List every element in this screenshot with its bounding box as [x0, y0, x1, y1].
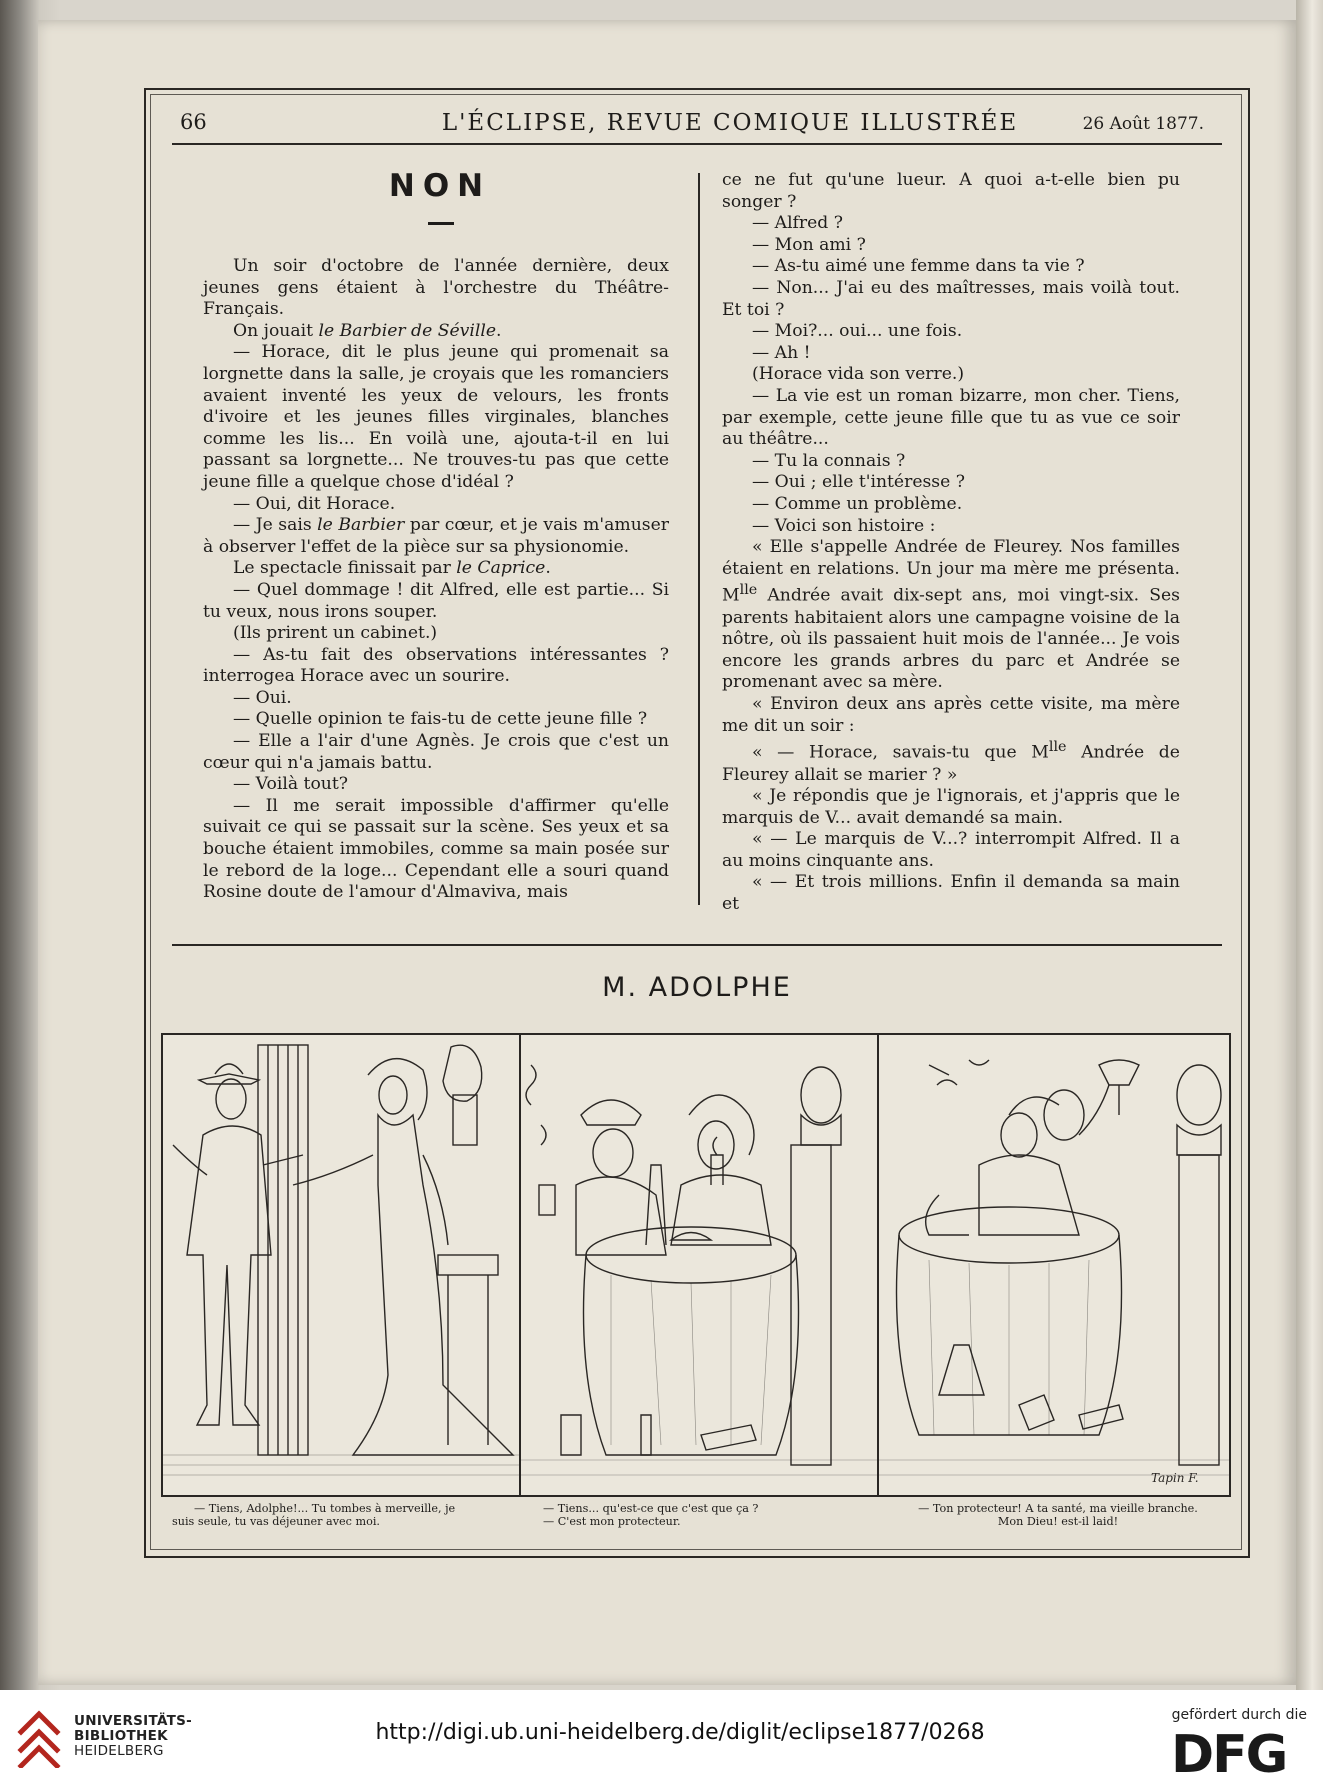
story-paragraph: — Tu la connais ?: [752, 450, 906, 471]
section-rule: [172, 944, 1222, 946]
cartoon-panel-2: [521, 1035, 879, 1495]
story-paragraph: — Voilà tout?: [233, 774, 348, 795]
story-paragraph: — Moi?... oui... une fois.: [752, 321, 963, 342]
story-paragraph: — Elle a l'air d'une Agnès. Je crois que c'est un cœur qui n'a jamais battu.: [203, 731, 669, 773]
library-name: [74, 1714, 192, 1759]
story-paragraph: — La vie est un roman bizarre, mon cher. Tiens, par exemple, cette jeune fille que tu as vue ce soir au théâtre...: [722, 385, 1180, 450]
running-header: [180, 110, 1230, 140]
page-number: 66: [180, 110, 207, 134]
caption-panel-3: [884, 1502, 1232, 1528]
story-paragraph: « — Le marquis de V...? interrompit Alfred. Il a au moins cinquante ans.: [722, 829, 1180, 871]
caption-line: Mon Dieu! est-il laid!: [997, 1515, 1119, 1528]
library-name-line: UNIVERSITÄTS-: [74, 1713, 193, 1729]
story-paragraph: — Alfred ?: [752, 213, 843, 234]
dfg-logo-text: DFG: [1171, 1728, 1287, 1776]
story-paragraph: — Oui, dit Horace.: [233, 493, 396, 514]
story-paragraph: — Oui ; elle t'intéresse ?: [752, 472, 965, 493]
cartoon-strip: [161, 1033, 1231, 1497]
story-paragraph: « Environ deux ans après cette visite, ma mère me dit un soir :: [722, 693, 1180, 736]
story-paragraph: — Oui.: [233, 687, 292, 708]
caption-panel-2: [543, 1502, 823, 1528]
title-dash: [428, 222, 454, 225]
funded-by-label: gefördert durch die: [1171, 1707, 1307, 1723]
page-edge: [1296, 0, 1323, 1690]
story-paragraph: On jouait le Barbier de Séville.: [233, 320, 502, 341]
library-logo-icon: [17, 1706, 61, 1768]
story-paragraph: — Mon ami ?: [752, 234, 866, 255]
story-paragraph: — As-tu fait des observations intéressantes ? interrogea Horace avec un sourire.: [203, 644, 669, 687]
story-title: NON: [388, 168, 492, 204]
story-paragraph: « — Et trois millions. Enfin il demanda sa main et: [722, 872, 1180, 915]
dfg-logo-icon: [1171, 1728, 1305, 1776]
cartoon-title: M. ADOLPHE: [602, 972, 792, 1003]
caption-line: — Tiens... qu'est-ce que c'est que ça ?: [543, 1502, 759, 1515]
panel-1-illustration: [163, 1035, 519, 1495]
story-paragraph: Le spectacle finissait par le Caprice.: [233, 558, 551, 579]
publication-title: L'ÉCLIPSE, REVUE COMIQUE ILLUSTRÉE: [441, 110, 1019, 136]
story-column-right: [722, 170, 1180, 916]
column-rule: [698, 173, 700, 905]
panel-2-illustration: [521, 1035, 877, 1495]
story-paragraph: — Comme un problème.: [752, 493, 963, 514]
story-paragraph: « — Horace, savais-tu que $M^{lle}$ Andrée de Fleurey allait se marier ? »: [722, 739, 1180, 785]
story-column-left: [203, 256, 669, 904]
permalink-url[interactable]: http://digi.ub.uni-heidelberg.de/diglit/eclipse1877/0268: [375, 1720, 985, 1745]
library-name-line: BIBLIOTHEK: [74, 1728, 168, 1744]
caption-line: — C'est mon protecteur.: [543, 1515, 681, 1528]
story-paragraph: — Non... J'ai eu des maîtresses, mais voilà tout. Et toi ?: [722, 277, 1180, 320]
story-paragraph: (Horace vida son verre.): [752, 364, 965, 385]
story-paragraph: « Je répondis que je l'ignorais, et j'appris que le marquis de V... avait demandé sa main.: [722, 786, 1180, 828]
story-paragraph: Un soir d'octobre de l'année dernière, deux jeunes gens étaient à l'orchestre du Théâtre-Français.: [203, 256, 669, 320]
story-paragraph: — Quelle opinion te fais-tu de cette jeune fille ?: [233, 709, 648, 730]
library-name-line: HEIDELBERG: [74, 1743, 164, 1759]
story-paragraph: — Voici son histoire :: [752, 515, 936, 536]
story-paragraph: — Quel dommage ! dit Alfred, elle est partie... Si tu veux, nous irons souper.: [203, 579, 669, 622]
story-paragraph: — Horace, dit le plus jeune qui promenait sa lorgnette dans la salle, je croyais que les romanciers avaient inventé les yeux de velours, les fronts d'ivoire et les jeunes filles virginales, blanches comme les lis... En voilà une, ajouta-t-il en lui passant sa lorgnette... Ne trouves-tu pas que cette jeune fille a quelque chose d'idéal ?: [203, 342, 669, 492]
issue-date: 26 Août 1877.: [1082, 114, 1204, 134]
caption-line: — Tiens, Adolphe!... Tu tombes à merveille, je: [194, 1502, 456, 1515]
story-paragraph: — Ah !: [752, 342, 811, 363]
story-paragraph: — As-tu aimé une femme dans ta vie ?: [752, 256, 1085, 277]
header-rule: [172, 143, 1222, 145]
cartoon-panel-3: [879, 1035, 1229, 1495]
story-paragraph: « Elle s'appelle Andrée de Fleurey. Nos familles étaient en relations. Un jour ma mère me présenta. $M^{lle}$ Andrée avait dix-sept ans, moi vingt-six. Ses parents habitaient alors une campagne voisine de la nôtre, où ils passaient huit mois de l'année... Je vois encore les grands arbres du parc et Andrée se promenant avec sa mère.: [722, 537, 1180, 693]
story-paragraph: (Ils prirent un cabinet.): [233, 623, 438, 644]
caption-panel-1: [172, 1502, 512, 1528]
story-paragraph: — Il me serait impossible d'affirmer qu'elle suivait ce qui se passait sur la scène. Ses yeux et sa bouche étaient immobiles, comme sa main posée sur le rebord de la loge... Cependant elle a souri quand Rosine doute de l'amour d'Almaviva, mais: [203, 795, 669, 903]
story-paragraph: — Je sais le Barbier par cœur, et je vais m'amuser à observer l'effet de la pièce sur sa physionomie.: [203, 515, 669, 557]
artist-signature: Tapin F.: [1151, 1471, 1199, 1485]
caption-line: — Ton protecteur! A ta santé, ma vieille branche.: [918, 1502, 1198, 1515]
story-paragraph: ce ne fut qu'une lueur. A quoi a-t-elle bien pu songer ?: [722, 170, 1180, 212]
cartoon-panel-1: [163, 1035, 521, 1495]
panel-3-illustration: [879, 1035, 1229, 1495]
caption-line: suis seule, tu vas déjeuner avec moi.: [172, 1515, 380, 1528]
